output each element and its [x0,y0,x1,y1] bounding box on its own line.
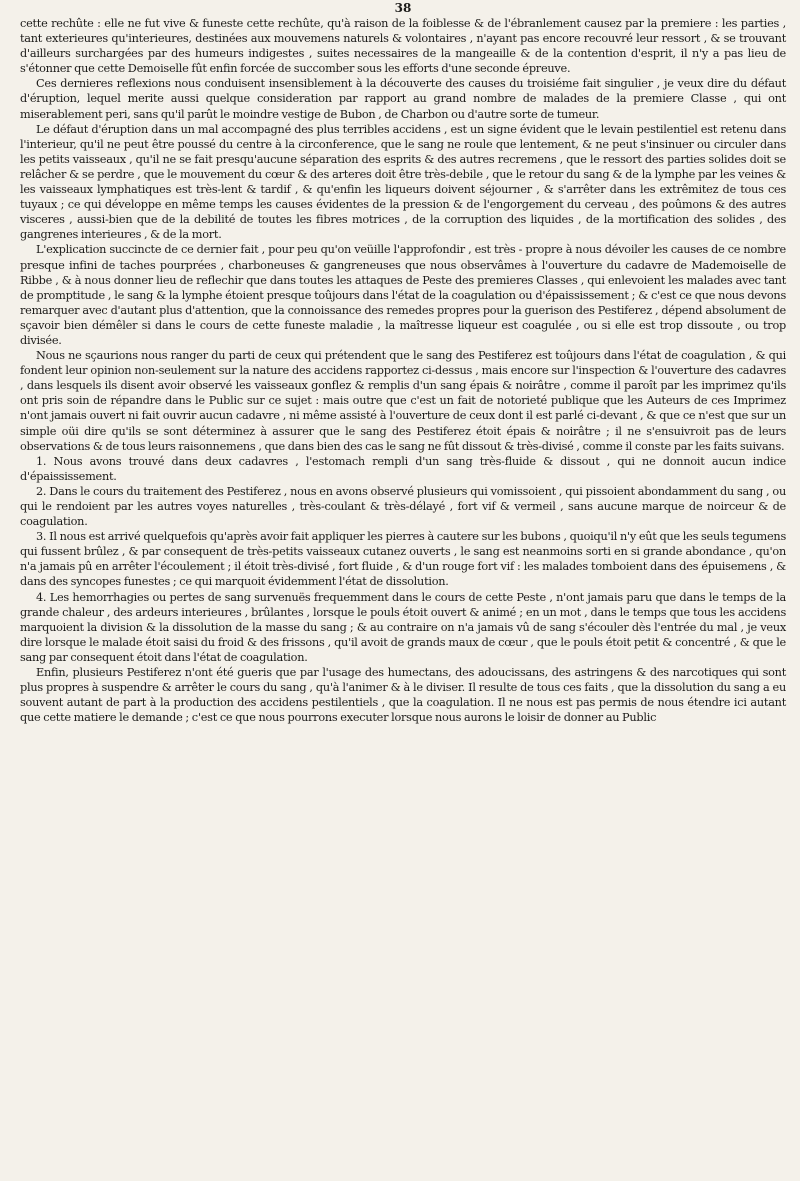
list-item-2: 2. Dans le cours du traitement des Pestiferez , nous en avons observé plusieurs qui vomissoient , qui pissoient abondamment du sang , ou qui le rendoient par les autres voyes naturelles , très-coulant & très-délayé , fort vif & vermeil , sans aucune marque de noirceur & de coagulation. [20,484,786,529]
list-item-1: 1. Nous avons trouvé dans deux cadavres , l'estomach rempli d'un sang très-fluide & dissout , qui ne donnoit aucun indice d'épaississement. [20,454,786,483]
page-body [20,16,786,725]
paragraph-reflexions: Ces dernieres reflexions nous conduisent insensiblement à la découverte des causes du troisiéme fait singulier , je veux dire du défaut d'éruption, lequel merite aussi quelque consideration par rapport au grand nombre de malades de la premiere Classe , qui ont miserablement peri, sans qu'il parût le moindre vestige de Bubon , de Charbon ou d'autre sorte de tumeur. [20,77,786,121]
page-number: 38 [394,1,412,15]
paragraph-explication: L'explication succincte de ce dernier fait , pour peu qu'on veüille l'approfondir , est très - propre à nous dévoiler les causes de ce nombre presque infini de taches pourprées , charboneuses & gangreneuses que nous observâmes à l'ouverture du cadavre de Mademoiselle de Ribbe , & à nous donner lieu de reflechir que dans toutes les attaques de Peste des premieres Classes , qui enlevoient les malades avec tant de promptitude , le sang & la lymphe étoient presque toûjours dans l'état de la coagulation ou d'épaississement ; & c'est ce que nous devons remarquer avec d'autant plus d'attention, que la connoissance des remedes propres pour la guerison des Pestiferez , dépend absolument de sçavoir bien démêler si dans le cours de cette funeste maladie , la maîtresse liqueur est coagulée , ou si elle est trop dissoute , ou trop divisée. [20,243,786,347]
paragraph-rechute: cette rechûte : elle ne fut vive & funeste cette rechûte, qu'à raison de la foiblesse & de l'ébranlement causez par la premiere : les parties , tant exterieures qu'interieures, destinées aux mouvemens naturels & volontaires , n'ayant pas encore recouvré leur ressort , & se trouvant d'ailleurs surchargées par des humeurs indigestes , suites necessaires de la mangeaille & de la contention d'esprit, il n'y a pas lieu de s'étonner que cette Demoiselle fût enfin forcée de succomber sous les efforts d'une seconde épreuve. [20,17,786,76]
paragraph-conclusion: Enfin, plusieurs Pestiferez n'ont été gueris que par l'usage des humectans, des adoucissans, des astringens & des narcotiques qui sont plus propres à suspendre & arrêter le cours du sang , qu'à l'animer & à le diviser. Il resulte de tous ces faits , que la dissolution du sang a eu souvent autant de part à la production des accidens pestilentiels , que la coagulation. Il ne nous est pas permis de nous étendre ici autant que cette matiere le demande ; c'est ce que nous pourrons executer lorsque nous aurons le loisir de donner au Public [20,666,786,725]
list-item-3: 3. Il nous est arrivé quelquefois qu'après avoir fait appliquer les pierres à cautere sur les bubons , quoiqu'il n'y eût que les seuls tegumens qui fussent brûlez , & par consequent de très-petits vaisseaux cutanez ouverts , le sang est neanmoins sorti en si grande abondance , qu'on n'a jamais pû en arrêter l'écoulement ; il étoit très-divisé , fort fluide , & d'un rouge fort vif : les malades tomboient dans des épuisemens , & dans des syncopes funestes ; ce qui marquoit évidemment l'état de dissolution. [20,530,786,589]
paragraph-defaut-eruption: Le défaut d'éruption dans un mal accompagné des plus terribles accidens , est un signe évident que le levain pestilentiel est retenu dans l'interieur, qu'il ne peut être poussé du centre à la circonference, que le sang ne roule que lentement, & ne peut s'insinuer ou circuler dans les petits vaisseaux , qu'il ne se fait presqu'aucune séparation des esprits & des autres recremens , que le ressort des parties solides doit se relâcher & se perdre , que le mouvement du cœur & des arteres doit être très-debile , que le retour du sang & de la lymphe par les veines & les vaisseaux lymphatiques est très-lent & tardif , & qu'enfin les liqueurs doivent séjourner , & s'arrêter dans les extrêmitez de tous ces tuyaux ; ce qui développe en même temps les causes évidentes de la pression & de l'engorgement du cerveau , des poûmons & des autres visceres , aussi-bien que de la debilité de toutes les fibres motrices , de la corruption des liquides , de la mortification des solides , des gangrenes interieures , & de la mort. [20,122,786,242]
paragraph-coagulation: Nous ne sçaurions nous ranger du parti de ceux qui prétendent que le sang des Pestiferez est toûjours dans l'état de coagulation , & qui fondent leur opinion non-seulement sur la nature des accidens rapportez ci-dessus , mais encore sur l'inspection & l'ouverture des cadavres , dans lesquels ils disent avoir observé les vaisseaux gonflez & remplis d'un sang épais & noirâtre , comme il paroît par les imprimez qu'ils ont pris soin de répandre dans le Public sur ce sujet : mais outre que c'est un fait de notorieté publique que les Auteurs de ces Imprimez n'ont jamais ouvert ni fait ouvrir aucun cadavre , ni même assisté à l'ouverture de ceux dont il est parlé ci-devant , & que ce n'est que sur un simple oüi dire qu'ils se sont déterminez à assurer que le sang des Pestiferez étoit épais & noirâtre ; il ne s'ensuivroit pas de leurs observations & de tous leurs raisonnemens , que dans bien des cas le sang ne fût dissout & très-divisé , comme il conste par les faits suivans. [20,349,786,453]
list-item-4: 4. Les hemorrhagies ou pertes de sang survenuës frequemment dans le cours de cette Peste , n'ont jamais paru que dans le temps de la grande chaleur , des ardeurs interieures , brûlantes , lorsque le pouls étoit ouvert & animé ; en un mot , dans le temps que tous les accidens marquoient la division & la dissolution de la masse du sang ; & au contraire on n'a jamais vû de sang s'écouler dès l'entrée du mal , je veux dire lorsque le malade étoit saisi du froid & des frissons , qu'il avoit de grands maux de cœur , que le pouls étoit petit & concentré , & que le sang par consequent étoit dans l'état de coagulation. [20,590,786,664]
